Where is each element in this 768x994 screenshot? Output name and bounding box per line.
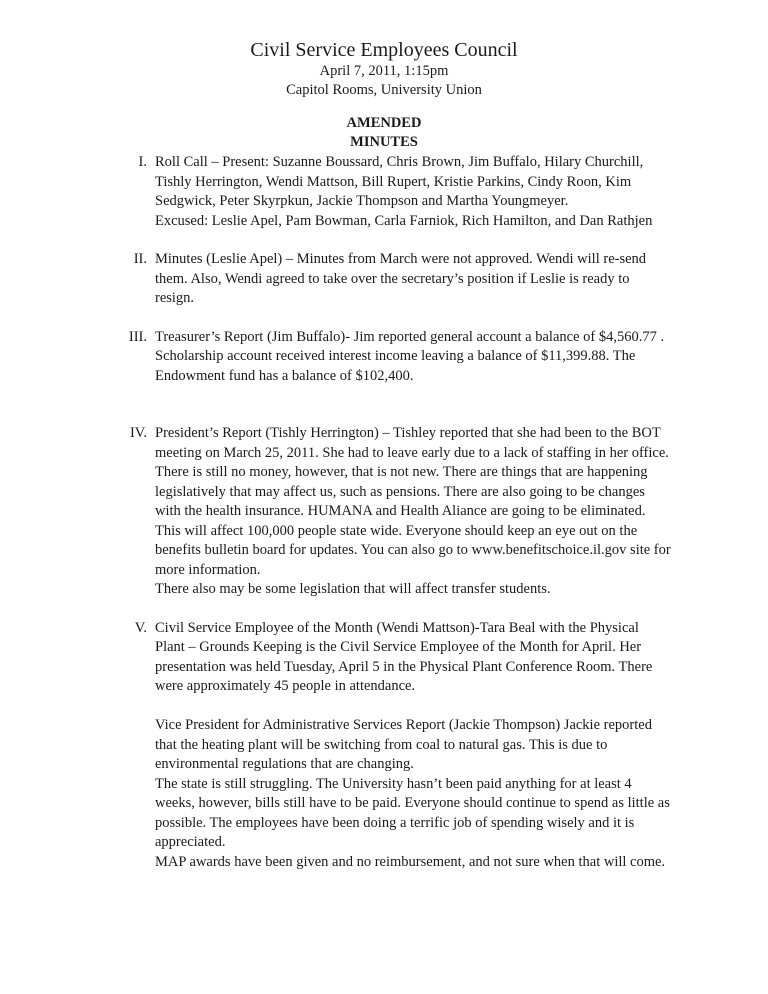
minutes-item — [96, 424, 672, 600]
item-numeral: V. — [134, 619, 147, 636]
item-body — [155, 328, 672, 387]
item-paragraph: Excused: Leslie Apel, Pam Bowman, Carla Farniok, Rich Hamilton, and Dan Rathjen — [155, 212, 653, 229]
document-title: Civil Service Employees Council — [250, 39, 518, 61]
item-body — [155, 424, 672, 600]
item-paragraph: The state is still struggling. The University hasn’t been paid anything for at least 4 weeks, however, bills still have to be paid. Everyone should continue to spend as little as possible. The employees have been doing a terrific job of spending wisely and it is appreciated. — [155, 775, 670, 850]
item-paragraph: MAP awards have been given and no reimbursement, and not sure when that will come. — [155, 853, 666, 870]
item-numeral: I. — [138, 154, 147, 170]
minutes-item — [96, 619, 672, 873]
meeting-location: Capitol Rooms, University Union — [286, 82, 482, 98]
item-numeral: IV. — [129, 425, 147, 441]
minutes-agenda-list — [96, 153, 672, 872]
amended-label: AMENDED — [346, 115, 422, 131]
item-body — [155, 250, 672, 309]
minutes-item — [96, 250, 672, 309]
header-spacer — [96, 100, 672, 114]
minutes-label: MINUTES — [350, 134, 418, 150]
item-paragraph: Minutes (Leslie Apel) – Minutes from March were not approved. Wendi will re-send them. Also, Wendi agreed to take over the secretary’s position if Leslie is ready to resign. — [155, 251, 647, 306]
item-numeral: III. — [128, 328, 147, 345]
minutes-item — [96, 328, 672, 387]
document-header — [96, 38, 672, 152]
minutes-item — [96, 153, 672, 231]
item-paragraph: Vice President for Administrative Services Report (Jackie Thompson) Jackie reported that the heating plant will be switching from coal to natural gas. This is due to environmental regulations that are changing. — [155, 717, 652, 772]
item-body — [155, 619, 672, 873]
item-paragraph: Roll Call – Present: Suzanne Boussard, Chris Brown, Jim Buffalo, Hilary Churchill, Tishly Herrington, Wendi Mattson, Bill Rupert, Kristie Parkins, Cindy Roon, Kim Sedgwick, Peter Skyrpkun, Jackie Thompson and Martha Youngmeyer. — [155, 154, 644, 209]
item-paragraph: Treasurer’s Report (Jim Buffalo)- Jim reported general account a balance of $4,560.77 . Scholarship account received interest income leaving a balance of $11,399.88. The Endowment fund has a balance of $102,400. — [155, 328, 665, 384]
meeting-datetime: April 7, 2011, 1:15pm — [319, 63, 449, 79]
item-paragraph: President’s Report (Tishly Herrington) – Tishley reported that she had been to the BOT meeting on March 25, 2011. She had to leave early due to a lack of staffing in her office. There is still no money, however, that is not new. There are things that are happening legislatively that may affect us, such as pensions. There are also going to be changes with the health insurance. HUMANA and Health Aliance are going to be eliminated. This will affect 100,000 people state wide. Everyone should keep an eye out on the benefits bulletin board for updates. You can also go to www.benefitschoice.il.gov site for more information. — [155, 425, 671, 578]
item-numeral: II. — [133, 251, 147, 267]
item-body — [155, 153, 672, 231]
item-paragraph: Civil Service Employee of the Month (Wendi Mattson)-Tara Beal with the Physical Plant – Grounds Keeping is the Civil Service Employee of the Month for April. Her presentation was held Tuesday, April 5 in the Physical Plant Conference Room. There were approximately 45 people in attendance. — [155, 619, 653, 694]
item-paragraph: There also may be some legislation that will affect transfer students. — [155, 581, 551, 597]
paragraph-spacer — [155, 697, 672, 717]
